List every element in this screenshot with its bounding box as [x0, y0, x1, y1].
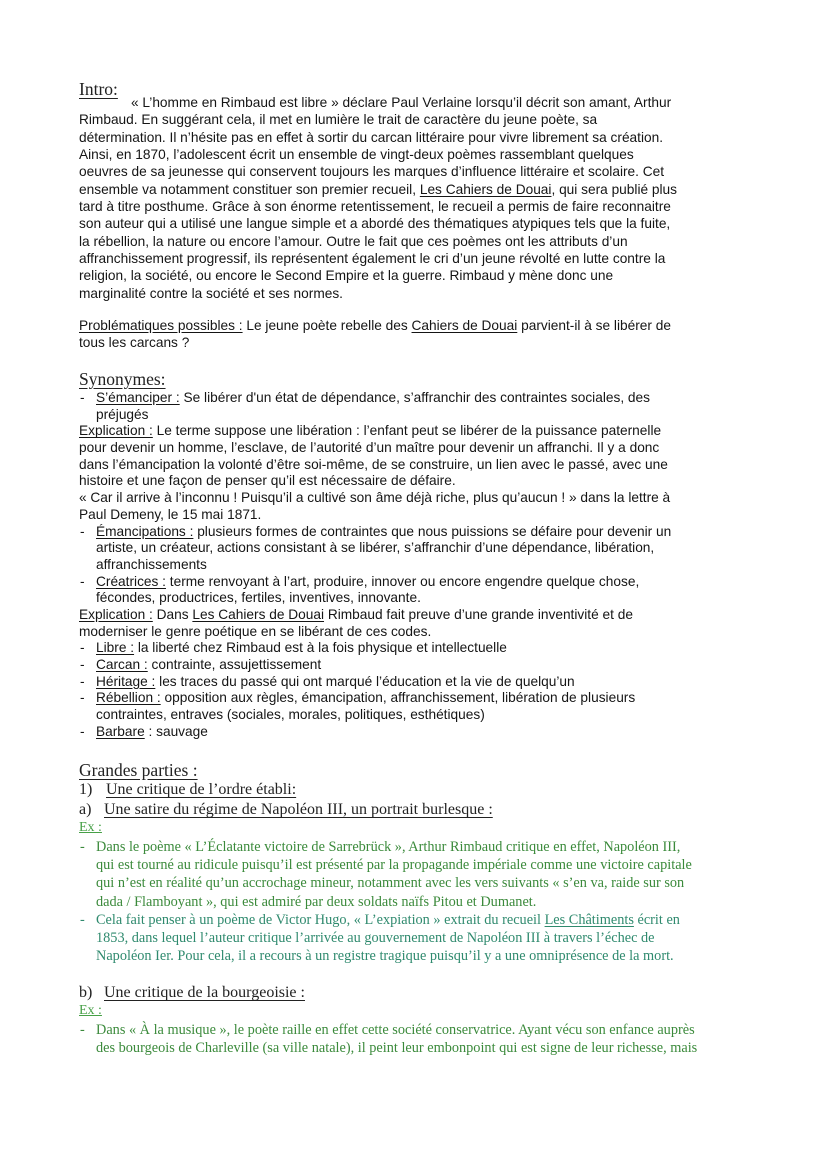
text-line [79, 198, 677, 215]
underlined-term: Rébellion : [96, 690, 161, 706]
text-segment: contraintes, entraves (sociales, morales, politiques, esthétiques) [96, 707, 485, 723]
list-item-line [79, 911, 692, 929]
text-line [79, 893, 692, 911]
text-segment: histoire et une façon de penser qu’il est nécessaire de défaire. [79, 473, 456, 489]
text-line [79, 233, 677, 250]
text-segment: qui est tourné au ridicule puisqu’il est présenté par la propagande impériale comme une victoire capitale [96, 857, 692, 874]
text-segment: Dans « À la musique », le poète raille en effet cette société conservatrice. Ayant vécu son enfance auprès [96, 1022, 695, 1038]
text-line [79, 181, 677, 198]
underlined-term: Carcan : [96, 657, 148, 672]
text-segment: fécondes, productrices, fertiles, inventives, innovante. [96, 590, 421, 606]
bullet-dash-icon: - [80, 657, 85, 672]
underlined-term: Les Cahiers de Douai [419, 181, 552, 197]
text-line [79, 94, 677, 111]
text-segment: les traces du passé qui ont marqué l’éducation et la vie de quelqu’un [155, 673, 575, 689]
text-segment: Napoléon Ier. Pour cela, il a recours à un registre tragique puisqu’il y a une omniprésence de la mort. [96, 948, 674, 965]
list-item-line [79, 524, 671, 541]
text-segment: tard à titre posthume. Grâce à son énorme retentissement, le recueil a permis de faire reconnaitre [79, 199, 671, 215]
text-segment: dans l’émancipation la volonté d’être soi-même, de se construire, un lien avec le passé, avec une [79, 456, 668, 472]
examples-a [79, 838, 692, 965]
list-item-line [79, 690, 671, 707]
list-item-line [79, 657, 671, 674]
text-segment: Rimbaud fait preuve d’une grande inventivité et de [324, 606, 633, 622]
text-segment: préjugés [96, 406, 149, 422]
text-line [79, 317, 671, 334]
bullet-dash-icon: - [80, 690, 85, 706]
text-segment: Rimbaud. En suggérant cela, il met en lumière le trait de caractère du jeune poète, sa [79, 112, 598, 128]
bullet-dash-icon: - [80, 390, 85, 405]
text-segment: Cela fait penser à un poème de Victor Hugo, « L’expiation » extrait du recueil [96, 911, 545, 928]
text-segment: détermination. Il n’hésite pas en effet à sortir du carcan littéraire pour vivre librement sa création. [79, 129, 664, 145]
bullet-dash-icon: - [80, 573, 85, 589]
synonymes-list [79, 390, 671, 740]
text-line [79, 163, 677, 180]
text-segment: parvient-il à se libérer de [517, 318, 671, 333]
underlined-term: Explication : [79, 423, 153, 439]
text-line [79, 856, 692, 874]
underlined-term: Les Châtiments [544, 911, 634, 928]
text-segment: opposition aux règles, émancipation, affranchissement, libération de plusieurs [160, 690, 636, 706]
examples-b [79, 1021, 697, 1057]
text-line [79, 215, 677, 232]
part-1-number: 1) [79, 781, 93, 798]
text-line [79, 440, 671, 457]
bullet-dash-icon: - [80, 673, 85, 689]
underlined-term: Créatrices : [96, 573, 166, 589]
ex-label: Ex : [79, 1003, 102, 1018]
text-line [79, 473, 671, 490]
text-segment: affranchissement progressif, ils représentent également le cri d’un jeune révolté en lutte contre la [79, 251, 666, 267]
text-line [79, 624, 671, 641]
sub-b-number: b) [79, 984, 93, 1001]
text-line [79, 947, 692, 965]
text-line [79, 267, 677, 284]
bullet-dash-icon: - [80, 723, 85, 739]
part-1-heading [79, 781, 296, 799]
underlined-term: Héritage : [96, 673, 156, 689]
problematique-paragraph [79, 317, 671, 352]
bullet-dash-icon: - [80, 1022, 85, 1038]
text-segment: Paul Demeny, le 15 mai 1871. [79, 506, 262, 522]
text-segment: marginalité contre la société et ses normes. [79, 285, 343, 301]
underlined-term: Libre : [96, 640, 135, 656]
text-segment: 1853, dans lequel l’auteur critique l’arrivée au gouvernement de Napoléon III à travers l’échec de [96, 929, 655, 946]
text-segment: qui n’est en réalité qu’un accrochage mineur, notamment avec les vers suivants « s’en va, raide sur son [96, 875, 685, 892]
list-item-line [79, 1021, 697, 1039]
intro-paragraph [79, 94, 677, 302]
list-item-line [79, 574, 671, 591]
list-item-line [79, 724, 671, 741]
sub-b-title: Une critique de la bourgeoisie : [104, 984, 305, 1001]
text-segment: Le terme suppose une libération : l’enfant peut se libérer de la puissance paternelle [152, 423, 662, 439]
text-line [79, 423, 671, 440]
ex-label: Ex : [79, 820, 102, 835]
list-item-line [79, 390, 671, 407]
text-line [79, 874, 692, 892]
text-segment: tous les carcans ? [79, 335, 190, 351]
text-segment: affranchissements [96, 556, 207, 572]
intro-heading: Intro: [79, 79, 118, 99]
part-1-title: Une critique de l’ordre établi: [106, 781, 297, 798]
text-segment: terme renvoyant à l’art, produire, innover ou encore engendre quelque chose, [165, 573, 640, 589]
text-line [79, 111, 677, 128]
text-line [79, 1039, 697, 1057]
text-segment: Dans le poème « L’Éclatante victoire de Sarrebrück », Arthur Rimbaud critique en effet, Napoléon III, [96, 839, 681, 855]
text-segment: ensemble va notamment constituer son premier recueil, [79, 181, 420, 197]
bullet-dash-icon: - [80, 523, 85, 539]
grandes-parties-heading: Grandes parties : [79, 760, 198, 780]
text-line [79, 557, 671, 574]
text-segment: des bourgeois de Charleville (sa ville natale), il peint leur embonpoint qui est signe de leur richesse, mais [96, 1040, 698, 1057]
underlined-term: S’émanciper : [96, 390, 180, 405]
text-line [79, 250, 677, 267]
text-segment: dada / Flamboyant », qui est admiré par deux soldats naïfs Pitou et Dumanet. [96, 893, 537, 910]
text-line [79, 334, 671, 351]
underlined-term: Émancipations : [96, 523, 194, 539]
text-segment: moderniser le genre poétique en se libérant de ces codes. [79, 623, 432, 639]
text-segment: Ainsi, en 1870, l’adolescent écrit un ensemble de vingt-deux poèmes rassemblant quelques [79, 147, 634, 163]
text-segment: : sauvage [144, 723, 208, 739]
text-line [79, 607, 671, 624]
sub-a-title: Une satire du régime de Napoléon III, un portrait burlesque : [104, 801, 493, 818]
text-line [79, 457, 671, 474]
text-line [79, 590, 671, 607]
text-segment: artiste, un créateur, actions consistant à se libérer, s’affranchir d’une dépendance, libération, [96, 540, 655, 556]
text-segment: son auteur qui a utilisé une langue simple et a abordé des thématiques atypiques tels que la fuite, [79, 216, 671, 232]
text-segment: Se libérer d'un état de dépendance, s’affranchir des contraintes sociales, des [179, 390, 650, 405]
sub-b-heading [79, 984, 305, 1002]
text-segment: Le jeune poète rebelle des [242, 318, 412, 333]
sub-a-heading [79, 801, 493, 819]
text-segment: la liberté chez Rimbaud est à la fois physique et intellectuelle [134, 640, 507, 656]
synonymes-heading: Synonymes: [79, 369, 166, 389]
underlined-term: Problématiques possibles : [79, 318, 243, 333]
text-segment: oeuvres de sa jeunesse qui conservent toujours les marques d’influence littéraire et scolaire. Cet [79, 164, 665, 180]
text-line [79, 929, 692, 947]
text-line [79, 146, 677, 163]
sub-a-number: a) [79, 801, 92, 818]
list-item-line [79, 838, 692, 856]
bullet-dash-icon: - [80, 911, 85, 928]
list-item-line [79, 674, 671, 691]
text-line [79, 407, 671, 424]
underlined-term: Barbare [96, 723, 145, 739]
bullet-dash-icon: - [80, 640, 85, 656]
text-line [79, 285, 677, 302]
text-line [79, 129, 677, 146]
text-segment: écrit en [633, 911, 680, 928]
text-segment: contrainte, assujettissement [147, 657, 322, 672]
underlined-term: Cahiers de Douai [411, 318, 518, 333]
text-segment: Dans [152, 606, 193, 622]
text-segment: la rébellion, la nature ou encore l’amour. Outre le fait que ces poèmes ont les attributs d’un [79, 233, 628, 249]
text-line [79, 507, 671, 524]
text-segment: plusieurs formes de contraintes que nous puissions se défaire pour devenir un [193, 523, 672, 539]
text-segment: « Car il arrive à l’inconnu ! Puisqu’il a cultivé son âme déjà riche, plus qu’aucun ! » dans la lettre à [79, 490, 671, 506]
underlined-term: Explication : [79, 606, 153, 622]
underlined-term: Les Cahiers de Douai [192, 606, 325, 622]
text-line [79, 540, 671, 557]
bullet-dash-icon: - [80, 839, 85, 855]
text-segment: pour devenir un homme, l’esclave, de l’autorité d’un maître pour devenir un affranchi. Il y a donc [79, 440, 660, 456]
text-line [79, 490, 671, 507]
text-segment: religion, la société, ou encore le Second Empire et la guerre. Rimbaud y mène donc une [79, 268, 614, 284]
list-item-line [79, 640, 671, 657]
text-line [79, 707, 671, 724]
text-segment: , qui sera publié plus [551, 181, 678, 197]
text-segment: « L’homme en Rimbaud est libre » déclare Paul Verlaine lorsqu’il décrit son amant, Arthur [131, 95, 672, 110]
